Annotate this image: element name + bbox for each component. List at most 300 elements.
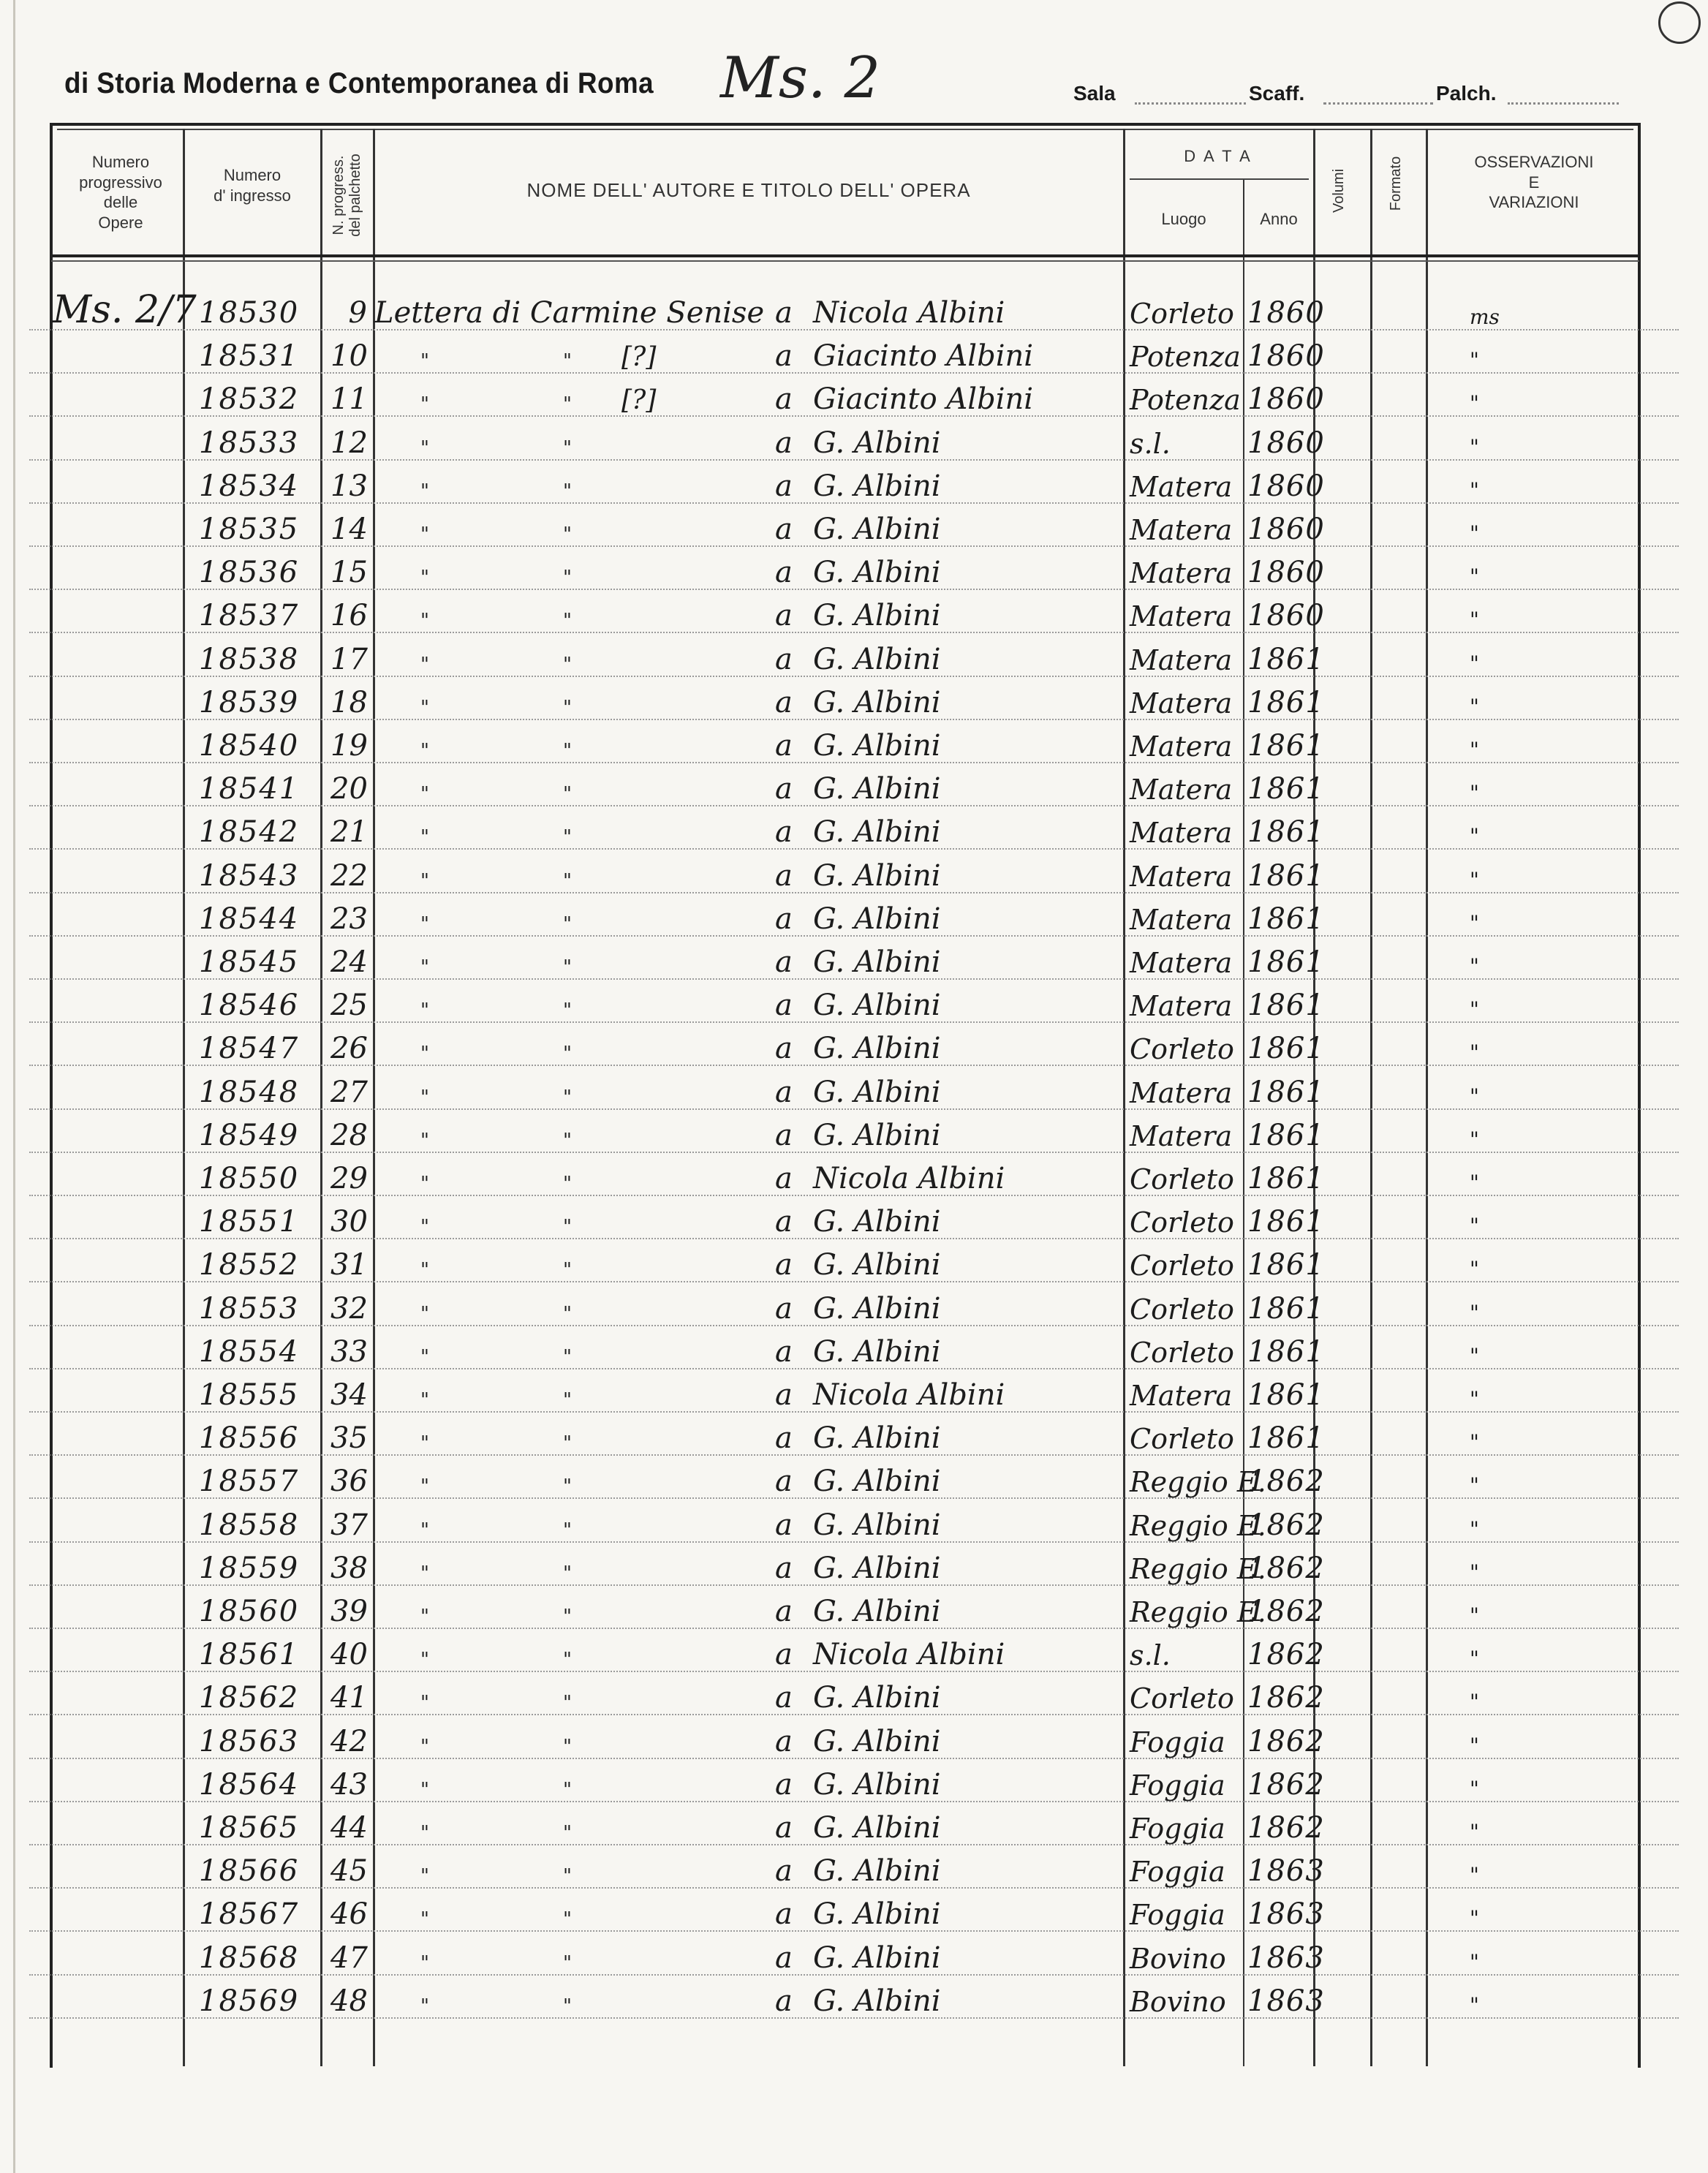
ingresso-number: 18539 bbox=[199, 685, 300, 719]
table-row bbox=[0, 763, 1708, 806]
ditto-mark: " bbox=[420, 1735, 429, 1758]
year: 1861 bbox=[1247, 858, 1325, 893]
recipient-prefix: a bbox=[775, 426, 793, 460]
ingresso-number: 18565 bbox=[199, 1811, 300, 1845]
recipient-prefix: a bbox=[775, 556, 793, 590]
ditto-mark: " bbox=[563, 869, 572, 892]
ingresso-number: 18531 bbox=[199, 339, 300, 374]
table-row bbox=[0, 1500, 1708, 1543]
table-row bbox=[0, 980, 1708, 1023]
place: Foggia bbox=[1130, 1813, 1225, 1845]
recipient-name: G. Albini bbox=[813, 1032, 941, 1066]
table-row bbox=[0, 1932, 1708, 1976]
recipient-name: G. Albini bbox=[813, 989, 941, 1023]
place: Foggia bbox=[1130, 1899, 1225, 1932]
recipient-name: Nicola Albini bbox=[813, 1638, 1005, 1672]
year: 1860 bbox=[1247, 426, 1325, 460]
place: Potenza bbox=[1130, 384, 1241, 417]
recipient-name: G. Albini bbox=[813, 858, 941, 893]
table-row bbox=[0, 1369, 1708, 1413]
place: Matera bbox=[1130, 470, 1233, 503]
ditto-mark: " bbox=[420, 1562, 429, 1584]
col-header-osservazioni: OSSERVAZIONI E VARIAZIONI bbox=[1474, 153, 1594, 211]
recipient-prefix: a bbox=[775, 1638, 793, 1672]
year: 1861 bbox=[1247, 1032, 1325, 1066]
ditto-mark: " bbox=[563, 610, 572, 632]
ditto-mark: " bbox=[420, 1345, 429, 1368]
year: 1861 bbox=[1247, 1248, 1325, 1282]
observation: " bbox=[1470, 1647, 1479, 1671]
table-row bbox=[0, 1976, 1708, 2019]
recipient-name: G. Albini bbox=[813, 772, 941, 806]
recipient-prefix: a bbox=[775, 1248, 793, 1282]
year: 1862 bbox=[1247, 1508, 1325, 1542]
palchetto-number: 14 bbox=[330, 513, 368, 546]
year: 1861 bbox=[1247, 1378, 1325, 1412]
ditto-mark: " bbox=[563, 480, 572, 502]
palchetto-number: 31 bbox=[330, 1248, 368, 1282]
ditto-mark: " bbox=[420, 783, 429, 806]
ditto-mark: " bbox=[420, 437, 429, 459]
palchetto-number: 22 bbox=[330, 858, 368, 893]
observation: " bbox=[1470, 348, 1479, 373]
palchetto-number: 13 bbox=[330, 469, 368, 503]
year: 1861 bbox=[1247, 945, 1325, 979]
palchetto-number: 41 bbox=[330, 1681, 368, 1715]
year: 1860 bbox=[1247, 382, 1325, 417]
recipient-name: G. Albini bbox=[813, 1205, 941, 1239]
ditto-mark: " bbox=[420, 567, 429, 589]
ingresso-number: 18564 bbox=[199, 1767, 300, 1802]
observation: " bbox=[1470, 1387, 1479, 1411]
year: 1860 bbox=[1247, 339, 1325, 374]
palchetto-number: 11 bbox=[330, 382, 368, 417]
recipient-name: G. Albini bbox=[813, 1724, 941, 1758]
recipient-name: G. Albini bbox=[813, 729, 941, 763]
palchetto-number: 35 bbox=[330, 1421, 368, 1456]
place: Bovino bbox=[1130, 1942, 1226, 1975]
recipient-name: G. Albini bbox=[813, 945, 941, 979]
table-row bbox=[0, 1889, 1708, 1932]
recipient-name: G. Albini bbox=[813, 1681, 941, 1715]
palchetto-number: 33 bbox=[330, 1334, 368, 1369]
table-row bbox=[0, 417, 1708, 461]
col-header-formato: Formato bbox=[1388, 156, 1404, 211]
ditto-mark: " bbox=[420, 1086, 429, 1108]
palchetto-number: 29 bbox=[330, 1162, 368, 1195]
observation: " bbox=[1470, 1473, 1479, 1498]
ditto-mark: " bbox=[420, 1475, 429, 1498]
place: Corleto bbox=[1130, 1163, 1234, 1195]
table-row bbox=[0, 1110, 1708, 1153]
table-row bbox=[0, 1759, 1708, 1802]
year: 1861 bbox=[1247, 685, 1325, 719]
ingresso-number: 18537 bbox=[199, 599, 300, 633]
recipient-prefix: a bbox=[775, 1378, 793, 1412]
place: Foggia bbox=[1130, 1726, 1225, 1758]
year: 1861 bbox=[1247, 772, 1325, 806]
palchetto-number: 12 bbox=[330, 426, 368, 460]
ingresso-number: 18550 bbox=[199, 1162, 300, 1195]
ditto-mark: " bbox=[563, 1908, 572, 1931]
palch-field bbox=[1508, 102, 1619, 105]
table-row bbox=[0, 937, 1708, 980]
col-header-numero-progressivo: Numero progressivo delle Opere bbox=[79, 153, 162, 232]
ditto-mark: " bbox=[420, 1216, 429, 1239]
palchetto-number: 32 bbox=[330, 1291, 368, 1326]
observation: " bbox=[1470, 391, 1479, 416]
ingresso-number: 18560 bbox=[199, 1595, 300, 1628]
recipient-prefix: a bbox=[775, 685, 793, 719]
year: 1861 bbox=[1247, 1421, 1325, 1456]
recipient-name: G. Albini bbox=[813, 556, 941, 590]
table-row bbox=[0, 461, 1708, 504]
palchetto-number: 45 bbox=[330, 1854, 368, 1889]
palchetto-number: 34 bbox=[330, 1378, 368, 1412]
recipient-prefix: a bbox=[775, 1075, 793, 1109]
ditto-mark: " bbox=[420, 1606, 429, 1628]
ditto-mark: " bbox=[563, 1951, 572, 1974]
observation: " bbox=[1470, 1863, 1479, 1888]
table-row bbox=[0, 1802, 1708, 1845]
ingresso-number: 18569 bbox=[199, 1984, 300, 2018]
palchetto-number: 19 bbox=[330, 729, 368, 763]
recipient-name: G. Albini bbox=[813, 1421, 941, 1456]
corner-stamp bbox=[1658, 1, 1701, 44]
observation: " bbox=[1470, 1992, 1479, 2017]
col-header-luogo: Luogo bbox=[1161, 210, 1206, 228]
place: Matera bbox=[1130, 1119, 1233, 1152]
ditto-mark: " bbox=[563, 1302, 572, 1325]
year: 1862 bbox=[1247, 1638, 1325, 1672]
observation: " bbox=[1470, 867, 1479, 892]
observation: " bbox=[1470, 1820, 1479, 1844]
year: 1861 bbox=[1247, 1118, 1325, 1152]
recipient-prefix: a bbox=[775, 1162, 793, 1195]
palchetto-number: 36 bbox=[330, 1465, 368, 1499]
place: Reggio E. bbox=[1130, 1596, 1266, 1628]
ingresso-number: 18568 bbox=[199, 1940, 300, 1975]
ingresso-number: 18559 bbox=[199, 1551, 300, 1585]
recipient-prefix: a bbox=[775, 1811, 793, 1845]
year: 1862 bbox=[1247, 1767, 1325, 1802]
year: 1860 bbox=[1247, 556, 1325, 590]
ditto-mark: " bbox=[420, 1043, 429, 1065]
year: 1861 bbox=[1247, 1162, 1325, 1195]
col-header-numero-ingresso: Numero d' ingresso bbox=[214, 166, 291, 205]
recipient-prefix: a bbox=[775, 1032, 793, 1066]
ingresso-number: 18558 bbox=[199, 1508, 300, 1542]
ditto-mark: " bbox=[420, 1173, 429, 1195]
observation: " bbox=[1470, 608, 1479, 632]
ditto-mark: " bbox=[420, 393, 429, 416]
sala-label: Sala bbox=[1073, 82, 1116, 105]
year: 1862 bbox=[1247, 1465, 1325, 1499]
palchetto-number: 43 bbox=[330, 1767, 368, 1802]
place: Foggia bbox=[1130, 1769, 1225, 1802]
place: s.l. bbox=[1130, 1639, 1171, 1672]
place: Corleto bbox=[1130, 1682, 1234, 1715]
ditto-mark: " bbox=[420, 1649, 429, 1671]
ditto-mark: " bbox=[420, 524, 429, 545]
place: Corleto bbox=[1130, 1033, 1234, 1066]
year: 1861 bbox=[1247, 815, 1325, 850]
ingresso-number: 18534 bbox=[199, 469, 300, 503]
observation: " bbox=[1470, 1776, 1479, 1801]
recipient-prefix: a bbox=[775, 772, 793, 806]
recipient-prefix: a bbox=[775, 1118, 793, 1152]
ingresso-number: 18545 bbox=[199, 945, 300, 979]
observation: " bbox=[1470, 1257, 1479, 1282]
table-row bbox=[0, 504, 1708, 547]
table-row bbox=[0, 374, 1708, 417]
ingresso-number: 18542 bbox=[199, 815, 300, 850]
table-row bbox=[0, 1153, 1708, 1196]
recipient-name: G. Albini bbox=[813, 1551, 941, 1585]
recipient-prefix: a bbox=[775, 1508, 793, 1542]
palchetto-number: 42 bbox=[330, 1724, 368, 1758]
palchetto-number: 25 bbox=[330, 989, 368, 1023]
place: Potenza bbox=[1130, 341, 1241, 374]
col-header-anno: Anno bbox=[1260, 210, 1298, 228]
ingresso-number: 18561 bbox=[199, 1638, 300, 1672]
recipient-name: G. Albini bbox=[813, 1465, 941, 1499]
table-row bbox=[0, 677, 1708, 720]
place: Corleto bbox=[1130, 1206, 1234, 1239]
recipient-prefix: a bbox=[775, 729, 793, 763]
table-row bbox=[0, 1716, 1708, 1759]
recipient-name: G. Albini bbox=[813, 642, 941, 676]
scaff-label: Scaff. bbox=[1249, 82, 1305, 105]
recipient-name: G. Albini bbox=[813, 685, 941, 719]
ditto-mark: " bbox=[420, 826, 429, 849]
recipient-name: G. Albini bbox=[813, 902, 941, 936]
table-row bbox=[0, 287, 1708, 330]
place: Matera bbox=[1130, 1076, 1233, 1109]
recipient-prefix: a bbox=[775, 1767, 793, 1802]
ingresso-number: 18543 bbox=[199, 858, 300, 893]
ditto-mark: " bbox=[420, 653, 429, 676]
col-header-nome: NOME DELL' AUTORE E TITOLO DELL' OPERA bbox=[526, 179, 971, 201]
year: 1863 bbox=[1247, 1854, 1325, 1889]
ingresso-number: 18562 bbox=[199, 1681, 300, 1715]
uncertain-mark: [?] bbox=[621, 342, 657, 373]
place: Corleto bbox=[1130, 1250, 1234, 1282]
ditto-mark: " bbox=[420, 1778, 429, 1801]
observation: " bbox=[1470, 1343, 1479, 1368]
year: 1861 bbox=[1247, 902, 1325, 936]
recipient-name: G. Albini bbox=[813, 513, 941, 546]
recipient-name: Nicola Albini bbox=[813, 1162, 1005, 1195]
recipient-name: G. Albini bbox=[813, 1767, 941, 1802]
palchetto-number: 27 bbox=[330, 1075, 368, 1109]
recipient-name: G. Albini bbox=[813, 1118, 941, 1152]
ditto-mark: " bbox=[563, 1259, 572, 1282]
observation: " bbox=[1470, 694, 1479, 719]
table-row bbox=[0, 1456, 1708, 1499]
ditto-mark: " bbox=[563, 1475, 572, 1498]
ingresso-number: 18549 bbox=[199, 1118, 300, 1152]
observation: " bbox=[1470, 1214, 1479, 1239]
recipient-prefix: a bbox=[775, 1205, 793, 1239]
ditto-mark: " bbox=[420, 999, 429, 1022]
ditto-mark: " bbox=[563, 1735, 572, 1758]
recipient-name: G. Albini bbox=[813, 469, 941, 503]
ditto-mark: " bbox=[563, 350, 572, 373]
palchetto-number: 23 bbox=[330, 902, 368, 936]
palch-label: Palch. bbox=[1436, 82, 1497, 105]
observation: " bbox=[1470, 781, 1479, 806]
col-header-volumi: Volumi bbox=[1331, 168, 1347, 213]
place: Matera bbox=[1130, 600, 1233, 633]
observation: " bbox=[1470, 1040, 1479, 1065]
ingresso-number: 18546 bbox=[199, 989, 300, 1023]
recipient-name: G. Albini bbox=[813, 1854, 941, 1889]
palchetto-number: 16 bbox=[330, 599, 368, 633]
table-row bbox=[0, 1067, 1708, 1110]
ditto-mark: " bbox=[563, 567, 572, 589]
palchetto-number: 26 bbox=[330, 1032, 368, 1066]
year: 1861 bbox=[1247, 1334, 1325, 1369]
recipient-prefix: a bbox=[775, 469, 793, 503]
palchetto-number: 30 bbox=[330, 1205, 368, 1239]
ingresso-number: 18547 bbox=[199, 1032, 300, 1066]
ditto-mark: " bbox=[420, 869, 429, 892]
header-separator bbox=[51, 254, 1639, 257]
year: 1860 bbox=[1247, 599, 1325, 633]
recipient-name: G. Albini bbox=[813, 426, 941, 460]
recipient-prefix: a bbox=[775, 1897, 793, 1932]
ditto-mark: " bbox=[420, 1389, 429, 1411]
recipient-name: G. Albini bbox=[813, 1291, 941, 1326]
ditto-mark: " bbox=[563, 1345, 572, 1368]
palchetto-number: 17 bbox=[330, 642, 368, 676]
place: Matera bbox=[1130, 860, 1233, 893]
ingresso-number: 18567 bbox=[199, 1897, 300, 1932]
year: 1861 bbox=[1247, 1075, 1325, 1109]
recipient-prefix: a bbox=[775, 858, 793, 893]
recipient-name: Nicola Albini bbox=[813, 1378, 1005, 1412]
recipient-prefix: a bbox=[775, 382, 793, 417]
observation: " bbox=[1470, 997, 1479, 1022]
recipient-prefix: a bbox=[775, 1334, 793, 1369]
observation: " bbox=[1470, 1690, 1479, 1715]
recipient-name: Giacinto Albini bbox=[813, 382, 1034, 417]
recipient-prefix: a bbox=[775, 339, 793, 374]
recipient-prefix: a bbox=[775, 1854, 793, 1889]
ms-number: Ms. 2/7 bbox=[53, 288, 197, 332]
ditto-mark: " bbox=[563, 1822, 572, 1844]
recipient-name: Giacinto Albini bbox=[813, 339, 1034, 374]
col-header-data: D A T A bbox=[1184, 147, 1252, 165]
ditto-mark: " bbox=[420, 1129, 429, 1152]
table-row bbox=[0, 330, 1708, 374]
year: 1862 bbox=[1247, 1551, 1325, 1585]
ingresso-number: 18566 bbox=[199, 1854, 300, 1889]
place: Reggio E. bbox=[1130, 1509, 1266, 1542]
place: Bovino bbox=[1130, 1985, 1226, 2018]
ditto-mark: " bbox=[563, 1519, 572, 1541]
place: Matera bbox=[1130, 687, 1233, 719]
recipient-prefix: a bbox=[775, 1681, 793, 1715]
observation: ms bbox=[1470, 305, 1500, 329]
observation: " bbox=[1470, 1560, 1479, 1584]
recipient-prefix: a bbox=[775, 1724, 793, 1758]
place: Matera bbox=[1130, 817, 1233, 850]
palchetto-number: 37 bbox=[330, 1508, 368, 1542]
ditto-mark: " bbox=[563, 1692, 572, 1715]
place: Corleto bbox=[1130, 1336, 1234, 1369]
year: 1861 bbox=[1247, 1205, 1325, 1239]
observation: " bbox=[1470, 434, 1479, 459]
observation: " bbox=[1470, 1733, 1479, 1758]
place: Matera bbox=[1130, 947, 1233, 979]
ingresso-number: 18551 bbox=[199, 1205, 300, 1239]
table-row bbox=[0, 1413, 1708, 1456]
ditto-mark: " bbox=[563, 1389, 572, 1411]
author-title: Lettera di Carmine Senise bbox=[374, 296, 765, 330]
year: 1862 bbox=[1247, 1681, 1325, 1715]
ditto-mark: " bbox=[563, 696, 572, 719]
year: 1861 bbox=[1247, 729, 1325, 763]
table-row bbox=[0, 634, 1708, 677]
ingresso-number: 18552 bbox=[199, 1248, 300, 1282]
ditto-mark: " bbox=[420, 610, 429, 632]
recipient-prefix: a bbox=[775, 1940, 793, 1975]
palchetto-number: 48 bbox=[330, 1984, 368, 2018]
ingresso-number: 18540 bbox=[199, 729, 300, 763]
palchetto-number: 20 bbox=[330, 772, 368, 806]
ms-label: Ms. 2 bbox=[720, 45, 881, 111]
recipient-name: G. Albini bbox=[813, 1897, 941, 1932]
ditto-mark: " bbox=[420, 1432, 429, 1455]
observation: " bbox=[1470, 1430, 1479, 1455]
scaff-field bbox=[1323, 102, 1433, 105]
ingresso-number: 18532 bbox=[199, 382, 300, 417]
recipient-prefix: a bbox=[775, 945, 793, 979]
place: Reggio E. bbox=[1130, 1552, 1266, 1585]
observation: " bbox=[1470, 1127, 1479, 1152]
palchetto-number: 44 bbox=[330, 1811, 368, 1845]
data-divider bbox=[1130, 178, 1309, 180]
ditto-mark: " bbox=[563, 1778, 572, 1801]
header-separator bbox=[51, 260, 1639, 262]
ditto-mark: " bbox=[563, 1173, 572, 1195]
year: 1861 bbox=[1247, 989, 1325, 1023]
recipient-name: G. Albini bbox=[813, 1508, 941, 1542]
ditto-mark: " bbox=[420, 1519, 429, 1541]
col-header-n-progress: N. progress. del palchetto bbox=[330, 154, 363, 237]
ditto-mark: " bbox=[563, 912, 572, 935]
ditto-mark: " bbox=[563, 783, 572, 806]
ditto-mark: " bbox=[420, 480, 429, 502]
observation: " bbox=[1470, 1084, 1479, 1108]
ditto-mark: " bbox=[420, 740, 429, 762]
ditto-mark: " bbox=[563, 524, 572, 545]
ditto-mark: " bbox=[420, 1822, 429, 1844]
table-row bbox=[0, 1023, 1708, 1066]
observation: " bbox=[1470, 1949, 1479, 1974]
recipient-prefix: a bbox=[775, 296, 793, 330]
ditto-mark: " bbox=[420, 912, 429, 935]
page-title: di Storia Moderna e Contemporanea di Roma bbox=[64, 67, 654, 99]
place: Matera bbox=[1130, 730, 1233, 763]
table-row bbox=[0, 1543, 1708, 1586]
recipient-name: G. Albini bbox=[813, 1811, 941, 1845]
recipient-prefix: a bbox=[775, 599, 793, 633]
ditto-mark: " bbox=[563, 653, 572, 676]
place: Reggio E. bbox=[1130, 1466, 1266, 1499]
